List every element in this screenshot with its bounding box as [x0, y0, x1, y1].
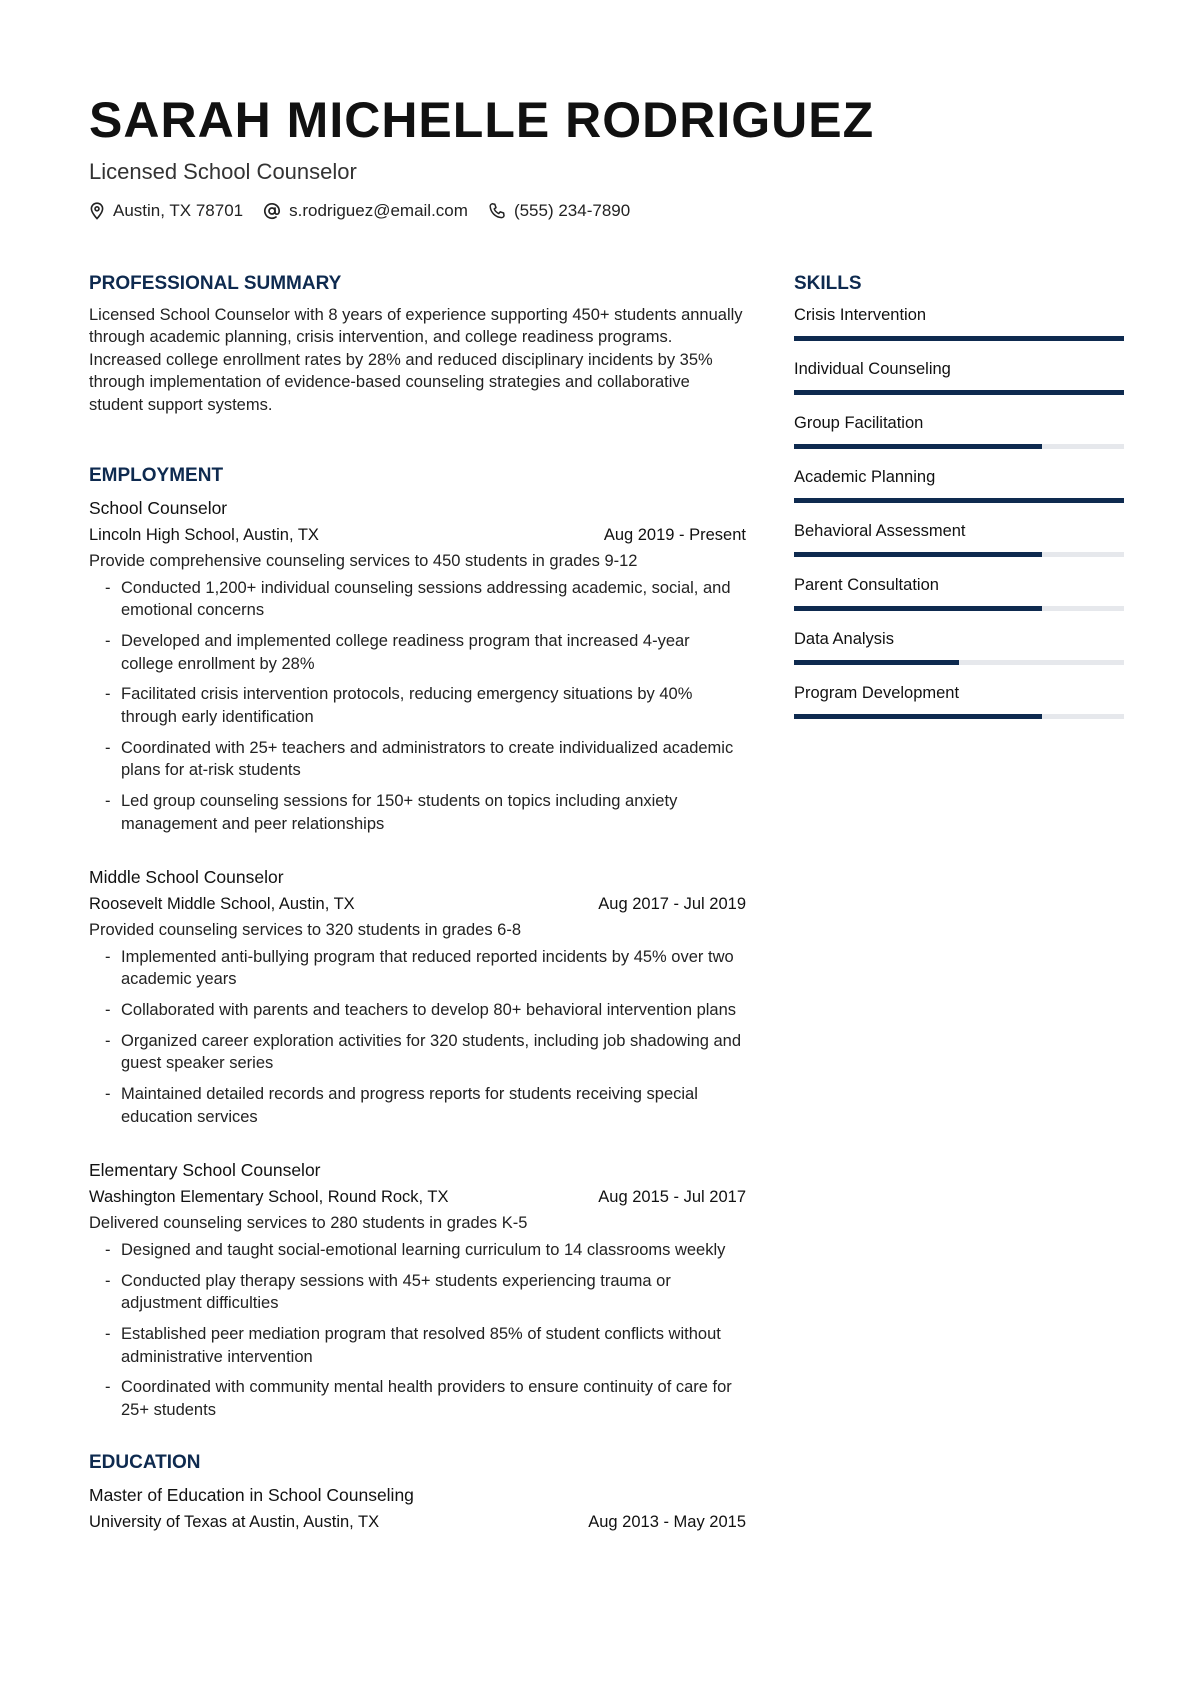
bullet-item: - Organized career exploration activities for 320 students, including job shadowing and guest speaker series: [89, 1030, 746, 1075]
main-column: [89, 272, 746, 1534]
job-meta: [89, 893, 746, 915]
job-bullets: [89, 946, 746, 1128]
education-section: [89, 1451, 746, 1533]
skill-level-fill: [794, 498, 1124, 503]
contact-location-text: Austin, TX 78701: [113, 201, 244, 220]
skill-level-bar: [794, 336, 1124, 341]
at-sign-icon: [263, 202, 281, 220]
job-company: Lincoln High School, Austin, TX: [89, 526, 319, 545]
job-title: Elementary School Counselor: [89, 1160, 321, 1181]
bullet-item: - Established peer mediation program that resolved 85% of student conflicts without administrative intervention: [89, 1323, 746, 1368]
skill-level-fill: [794, 660, 959, 665]
job-company: Roosevelt Middle School, Austin, TX: [89, 894, 355, 913]
contact-email[interactable]: [263, 200, 468, 222]
bullet-item: - Conducted 1,200+ individual counseling sessions addressing academic, social, and emotional concerns: [89, 577, 746, 622]
sidebar-column: [794, 272, 1124, 736]
skill-item: [794, 574, 1124, 611]
job-meta: [89, 524, 746, 546]
contact-bar: [89, 200, 650, 222]
bullet-item: - Led group counseling sessions for 150+ students on topics including anxiety management and peer relationships: [89, 790, 746, 835]
bullet-item: - Collaborated with parents and teachers to develop 80+ behavioral intervention plans: [89, 999, 746, 1021]
skill-level-fill: [794, 606, 1042, 611]
skill-name: Group Facilitation: [794, 414, 924, 432]
job-title: School Counselor: [89, 498, 228, 519]
skill-level-bar: [794, 390, 1124, 395]
candidate-name: SARAH MICHELLE RODRIGUEZ: [89, 92, 875, 148]
education-heading: EDUCATION: [89, 1452, 201, 1474]
contact-location: [89, 200, 243, 222]
skill-item: [794, 358, 1124, 395]
bullet-item: - Facilitated crisis intervention protocols, reducing emergency situations by 40% through early identification: [89, 683, 746, 728]
job-meta: [89, 1186, 746, 1208]
contact-phone-text[interactable]: (555) 234-7890: [513, 201, 631, 220]
skill-level-fill: [794, 390, 1124, 395]
skill-level-bar: [794, 606, 1124, 611]
skill-item: [794, 520, 1124, 557]
skill-name: Academic Planning: [794, 468, 936, 486]
job-entry: [89, 865, 746, 1128]
job-company: Washington Elementary School, Round Rock, TX: [89, 1188, 449, 1207]
location-pin-icon: [89, 202, 105, 220]
summary-section: [89, 272, 746, 416]
education-school: University of Texas at Austin, Austin, TX: [89, 1513, 380, 1532]
skill-name: Program Development: [794, 684, 960, 702]
skill-level-fill: [794, 336, 1124, 341]
skill-item: [794, 682, 1124, 719]
bullet-item: - Developed and implemented college readiness program that increased 4-year college enrollment by 28%: [89, 630, 746, 675]
job-description: Provide comprehensive counseling services to 450 students in grades 9-12: [89, 552, 638, 571]
skill-item: [794, 412, 1124, 449]
employment-section: [89, 464, 746, 1421]
education-degree: Master of Education in School Counseling: [89, 1485, 414, 1506]
education-meta: [89, 1511, 746, 1533]
skill-level-fill: [794, 552, 1042, 557]
skill-level-bar: [794, 552, 1124, 557]
bullet-item: - Conducted play therapy sessions with 45+ students experiencing trauma or adjustment difficulties: [89, 1270, 746, 1315]
skill-level-bar: [794, 444, 1124, 449]
skill-name: Parent Consultation: [794, 576, 939, 594]
job-entry: [89, 496, 746, 835]
contact-phone[interactable]: [488, 200, 630, 222]
contact-email-text[interactable]: s.rodriguez@email.com: [289, 201, 468, 220]
education-dates: Aug 2013 - May 2015: [588, 1513, 746, 1532]
candidate-title: Licensed School Counselor: [89, 159, 357, 184]
summary-heading: PROFESSIONAL SUMMARY: [89, 273, 342, 294]
job-description: Delivered counseling services to 280 students in grades K-5: [89, 1214, 528, 1233]
skill-name: Individual Counseling: [794, 360, 951, 378]
skill-item: [794, 628, 1124, 665]
skill-level-fill: [794, 444, 1042, 449]
bullet-item: - Coordinated with community mental health providers to ensure continuity of care for 25+ students: [89, 1376, 746, 1421]
summary-text: Licensed School Counselor with 8 years of experience supporting 450+ students annually through academic planning, crisis intervention, and college readiness programs. Increased college enrollment rates by 28% and reduced disciplinary incidents by 35% through implementation of evidence-based counseling strategies and collaborative student support systems.: [89, 306, 743, 414]
job-dates: Aug 2015 - Jul 2017: [598, 1188, 746, 1207]
job-title: Middle School Counselor: [89, 866, 284, 887]
job-entry: [89, 1158, 746, 1421]
job-description: Provided counseling services to 320 students in grades 6-8: [89, 921, 522, 940]
skills-heading: SKILLS: [794, 273, 862, 294]
job-bullets: [89, 577, 746, 835]
bullet-item: - Maintained detailed records and progress reports for students receiving special education services: [89, 1083, 746, 1128]
job-bullets: [89, 1239, 746, 1421]
skill-item: [794, 466, 1124, 503]
job-dates: Aug 2017 - Jul 2019: [598, 894, 746, 913]
skill-name: Crisis Intervention: [794, 306, 927, 324]
phone-icon: [488, 202, 506, 220]
skill-level-fill: [794, 714, 1042, 719]
skill-level-bar: [794, 660, 1124, 665]
bullet-item: - Coordinated with 25+ teachers and administrators to create individualized academic plans for at-risk students: [89, 737, 746, 782]
skills-list: [794, 304, 1124, 719]
skill-item: [794, 304, 1124, 341]
skill-level-bar: [794, 714, 1124, 719]
employment-heading: EMPLOYMENT: [89, 465, 224, 487]
job-dates: Aug 2019 - Present: [603, 526, 746, 545]
bullet-item: - Implemented anti-bullying program that reduced reported incidents by 45% over two academic years: [89, 946, 746, 991]
skill-name: Data Analysis: [794, 630, 894, 648]
skill-level-bar: [794, 498, 1124, 503]
skill-name: Behavioral Assessment: [794, 522, 966, 540]
bullet-item: - Designed and taught social-emotional learning curriculum to 14 classrooms weekly: [89, 1239, 746, 1261]
